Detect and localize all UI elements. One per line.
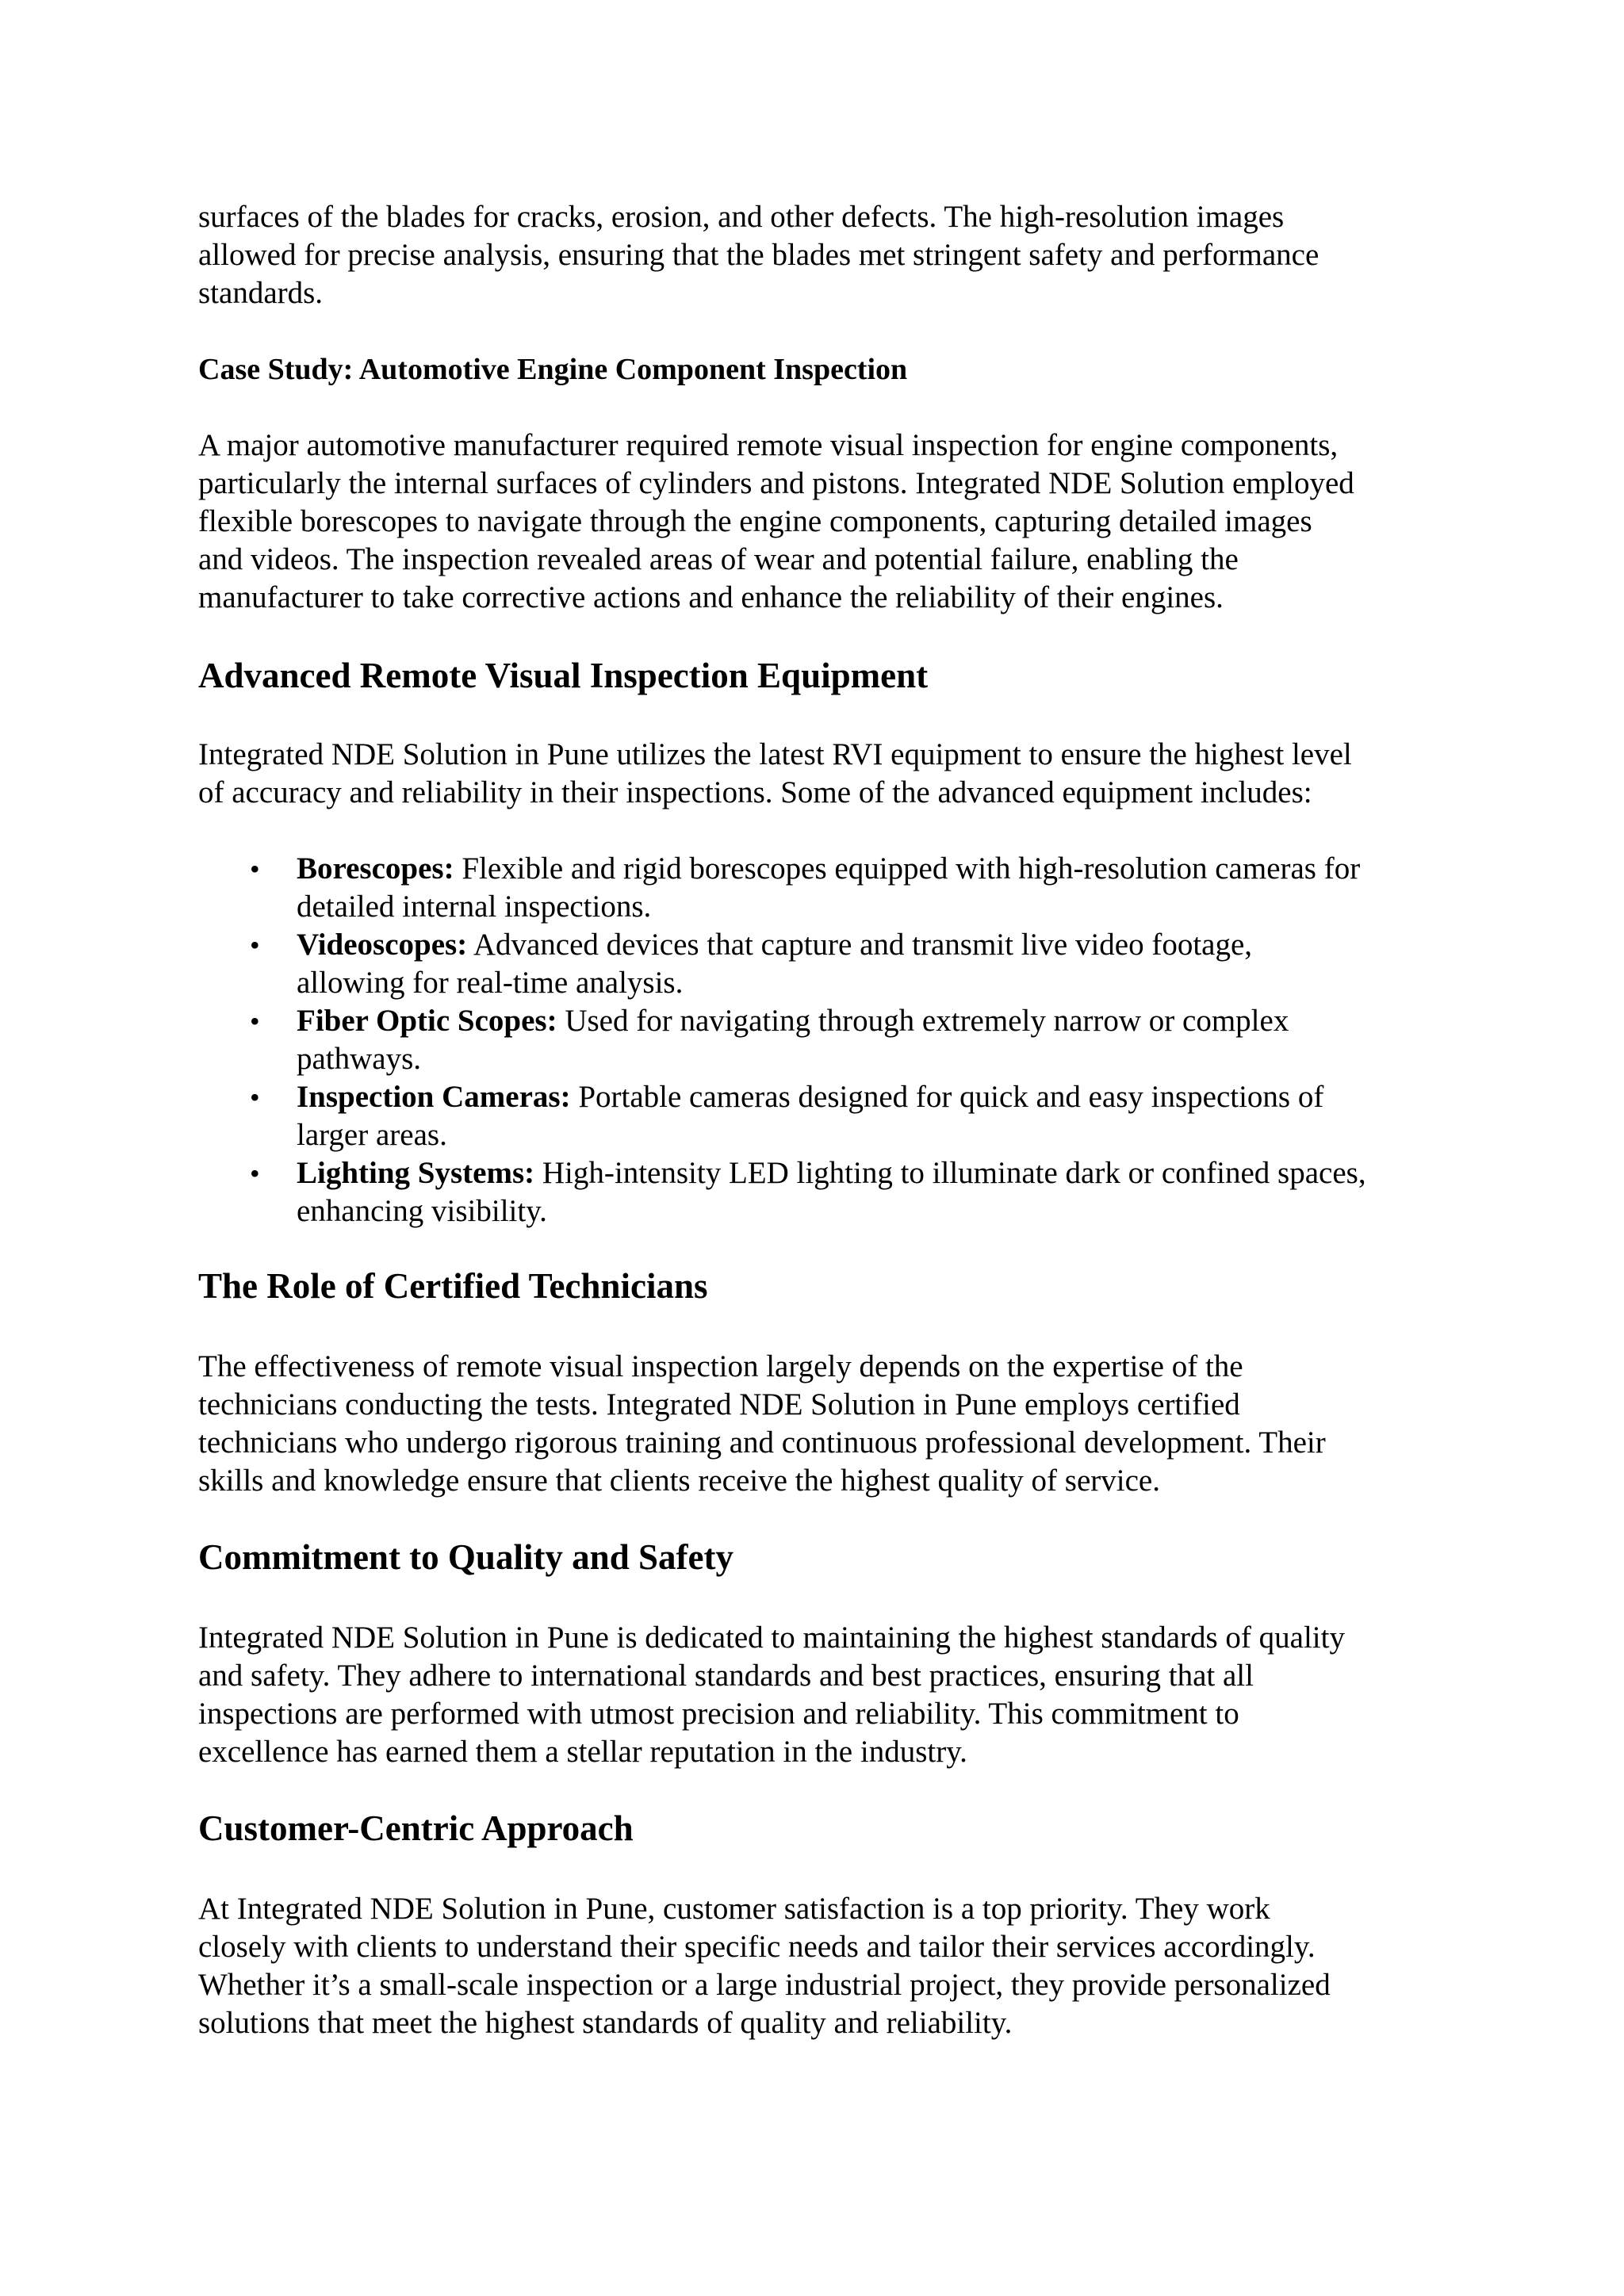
bullet-icon: •	[250, 1081, 260, 1113]
text-line: excellence has earned them a stellar reputation in the industry.	[198, 1735, 967, 1769]
list-item-term: Fiber Optic Scopes:	[297, 1004, 557, 1038]
list-item	[198, 1002, 1366, 1078]
text-line: Integrated NDE Solution in Pune is dedicated to maintaining the highest standards of quality	[198, 1621, 1345, 1655]
list-item-text: pathways.	[297, 1042, 422, 1076]
list-item-text: enhancing visibility.	[297, 1194, 547, 1228]
customer-paragraph	[198, 1890, 1443, 2042]
list-item-term: Lighting Systems:	[297, 1156, 535, 1190]
text-line: of accuracy and reliability in their inspections. Some of the advanced equipment includes:	[198, 775, 1312, 809]
technicians-paragraph	[198, 1348, 1443, 1500]
text-line: At Integrated NDE Solution in Pune, customer satisfaction is a top priority. They work	[198, 1892, 1270, 1926]
bullet-icon: •	[250, 853, 260, 885]
section-heading-technicians: The Role of Certified Technicians	[198, 1266, 708, 1306]
text-line: and videos. The inspection revealed areas of wear and potential failure, enabling the	[198, 542, 1239, 576]
list-item-text: High-intensity LED lighting to illuminate dark or confined spaces,	[534, 1156, 1366, 1190]
text-line: inspections are performed with utmost precision and reliability. This commitment to	[198, 1697, 1239, 1731]
text-line: technicians conducting the tests. Integrated NDE Solution in Pune employs certified	[198, 1387, 1240, 1422]
text-line: Whether it’s a small-scale inspection or a large industrial project, they provide personalized	[198, 1968, 1331, 2002]
text-line: particularly the internal surfaces of cylinders and pistons. Integrated NDE Solution employed	[198, 466, 1354, 500]
equipment-paragraph	[198, 736, 1443, 812]
text-line: manufacturer to take corrective actions and enhance the reliability of their engines.	[198, 580, 1224, 614]
text-line: The effectiveness of remote visual inspection largely depends on the expertise of the	[198, 1349, 1243, 1383]
bullet-icon: •	[250, 1005, 260, 1037]
text-line: skills and knowledge ensure that clients receive the highest quality of service.	[198, 1464, 1160, 1498]
bullet-icon: •	[250, 929, 260, 961]
list-item-text: Portable cameras designed for quick and easy inspections of	[570, 1080, 1324, 1114]
text-line: closely with clients to understand their specific needs and tailor their services accordingly.	[198, 1930, 1316, 1964]
list-item-text: detailed internal inspections.	[297, 890, 652, 924]
text-line: surfaces of the blades for cracks, erosion, and other defects. The high-resolution images	[198, 200, 1285, 234]
text-line: and safety. They adhere to international standards and best practices, ensuring that all	[198, 1659, 1254, 1693]
text-line: Integrated NDE Solution in Pune utilizes the latest RVI equipment to ensure the highest level	[198, 737, 1352, 771]
list-item	[198, 850, 1366, 926]
text-line: flexible borescopes to navigate through the engine components, capturing detailed images	[198, 504, 1312, 538]
text-line: A major automotive manufacturer required remote visual inspection for engine components,	[198, 428, 1339, 462]
section-heading-customer: Customer-Centric Approach	[198, 1808, 634, 1848]
bullet-icon: •	[250, 1158, 260, 1189]
text-line: standards.	[198, 276, 324, 310]
list-item-term: Videoscopes:	[297, 928, 468, 962]
case-study-paragraph	[198, 427, 1443, 617]
text-line: allowed for precise analysis, ensuring that the blades met stringent safety and performance	[198, 238, 1320, 272]
text-line: solutions that meet the highest standards of quality and reliability.	[198, 2006, 1013, 2040]
case-study-title: Case Study: Automotive Engine Component Inspection	[198, 353, 908, 386]
list-item	[198, 1154, 1366, 1230]
list-item-text: allowing for real-time analysis.	[297, 966, 684, 1000]
list-item-term: Borescopes:	[297, 851, 454, 886]
list-item-text: Advanced devices that capture and transmit live video footage,	[467, 928, 1253, 962]
list-item	[198, 926, 1366, 1002]
list-item-text: larger areas.	[297, 1118, 447, 1152]
list-item-text: Flexible and rigid borescopes equipped with high-resolution cameras for	[454, 851, 1361, 886]
list-item	[198, 1078, 1366, 1154]
text-line: technicians who undergo rigorous training and continuous professional development. Their	[198, 1425, 1326, 1460]
quality-paragraph	[198, 1619, 1443, 1771]
equipment-list	[198, 850, 1366, 1230]
list-item-term: Inspection Cameras:	[297, 1080, 571, 1114]
section-heading-quality: Commitment to Quality and Safety	[198, 1537, 733, 1577]
section-heading-equipment: Advanced Remote Visual Inspection Equipment	[198, 656, 929, 695]
list-item-text: Used for navigating through extremely narrow or complex	[557, 1004, 1289, 1038]
intro-paragraph	[198, 198, 1443, 312]
